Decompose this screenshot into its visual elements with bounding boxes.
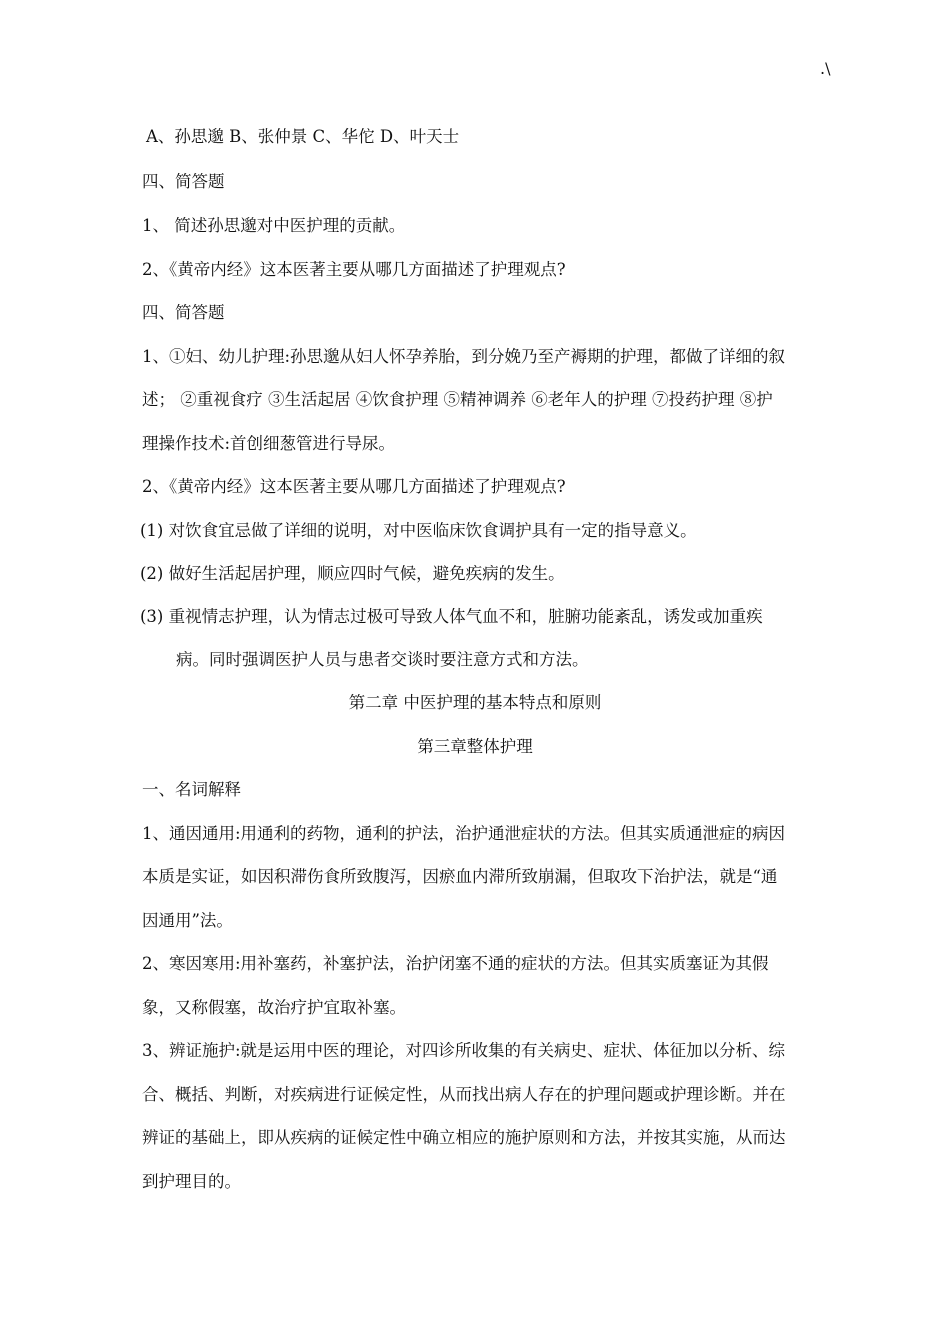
definition-1-line-3: 因通用”法。: [142, 911, 233, 930]
answer-2-point-3-line-1: (3) 重视情志护理，认为情志过极可导致人体气血不和，脏腑功能紊乱，诱发或加重疾: [140, 607, 763, 626]
definition-3-line-3: 辨证的基础上，即从疾病的证候定性中确立相应的施护原则和方法，并按其实施，从而达: [142, 1128, 786, 1147]
question-2: 2、《黄帝内经》这本医著主要从哪几方面描述了护理观点?: [142, 260, 566, 279]
chapter-3-title: 第三章整体护理: [417, 737, 533, 756]
definition-2-line-2: 象，又称假塞，故治疗护宜取补塞。: [142, 998, 406, 1017]
section-heading-short-answer: 四、简答题: [142, 172, 225, 191]
answer-2-point-1: (1) 对饮食宜忌做了详细的说明，对中医临床饮食调护具有一定的指导意义。: [140, 521, 697, 540]
definition-3-line-1: 3、辨证施护:就是运用中医的理论，对四诊所收集的有关病史、症状、体征加以分析、综: [142, 1041, 786, 1060]
answer-1-line-3: 理操作技术:首创细葱管进行导尿。: [142, 434, 396, 453]
definition-1-line-2: 本质是实证，如因积滞伤食所致腹泻，因瘀血内滞所致崩漏，但取攻下治护法，就是“通: [142, 867, 778, 886]
section-heading-definitions: 一、名词解释: [142, 780, 241, 799]
definition-3-line-2: 合、概括、判断，对疾病进行证候定性，从而找出病人存在的护理问题或护理诊断。并在: [142, 1085, 786, 1104]
answer-2-heading: 2、《黄帝内经》这本医著主要从哪几方面描述了护理观点?: [142, 477, 566, 496]
answer-2-point-2: (2) 做好生活起居护理，顺应四时气候，避免疾病的发生。: [140, 564, 565, 583]
section-heading-short-answer-repeat: 四、简答题: [142, 303, 225, 322]
answer-2-point-3-line-2: 病。同时强调医护人员与患者交谈时要注意方式和方法。: [176, 650, 589, 669]
definition-3-line-4: 到护理目的。: [142, 1172, 241, 1191]
answer-options-line: A、孙思邈 B、张仲景 C、华佗 D、叶天士: [146, 127, 460, 146]
answer-1-line-2: 述； ②重视食疗 ③生活起居 ④饮食护理 ⑤精神调养 ⑥老年人的护理 ⑦投药护理 ⑧护: [142, 390, 773, 409]
page-corner-mark: .\: [820, 59, 831, 78]
definition-1-line-1: 1、通因通用:用通利的药物，通利的护法，治护通泄症状的方法。但其实质通泄症的病因: [142, 824, 786, 843]
chapter-2-title: 第二章 中医护理的基本特点和原则: [348, 693, 602, 712]
answer-1-line-1: 1、①妇、幼儿护理:孙思邈从妇人怀孕养胎，到分娩乃至产褥期的护理，都做了详细的叙: [142, 347, 786, 366]
question-1: 1、 简述孙思邈对中医护理的贡献。: [142, 216, 406, 235]
definition-2-line-1: 2、寒因寒用:用补塞药，补塞护法，治护闭塞不通的症状的方法。但其实质塞证为其假: [142, 954, 769, 973]
